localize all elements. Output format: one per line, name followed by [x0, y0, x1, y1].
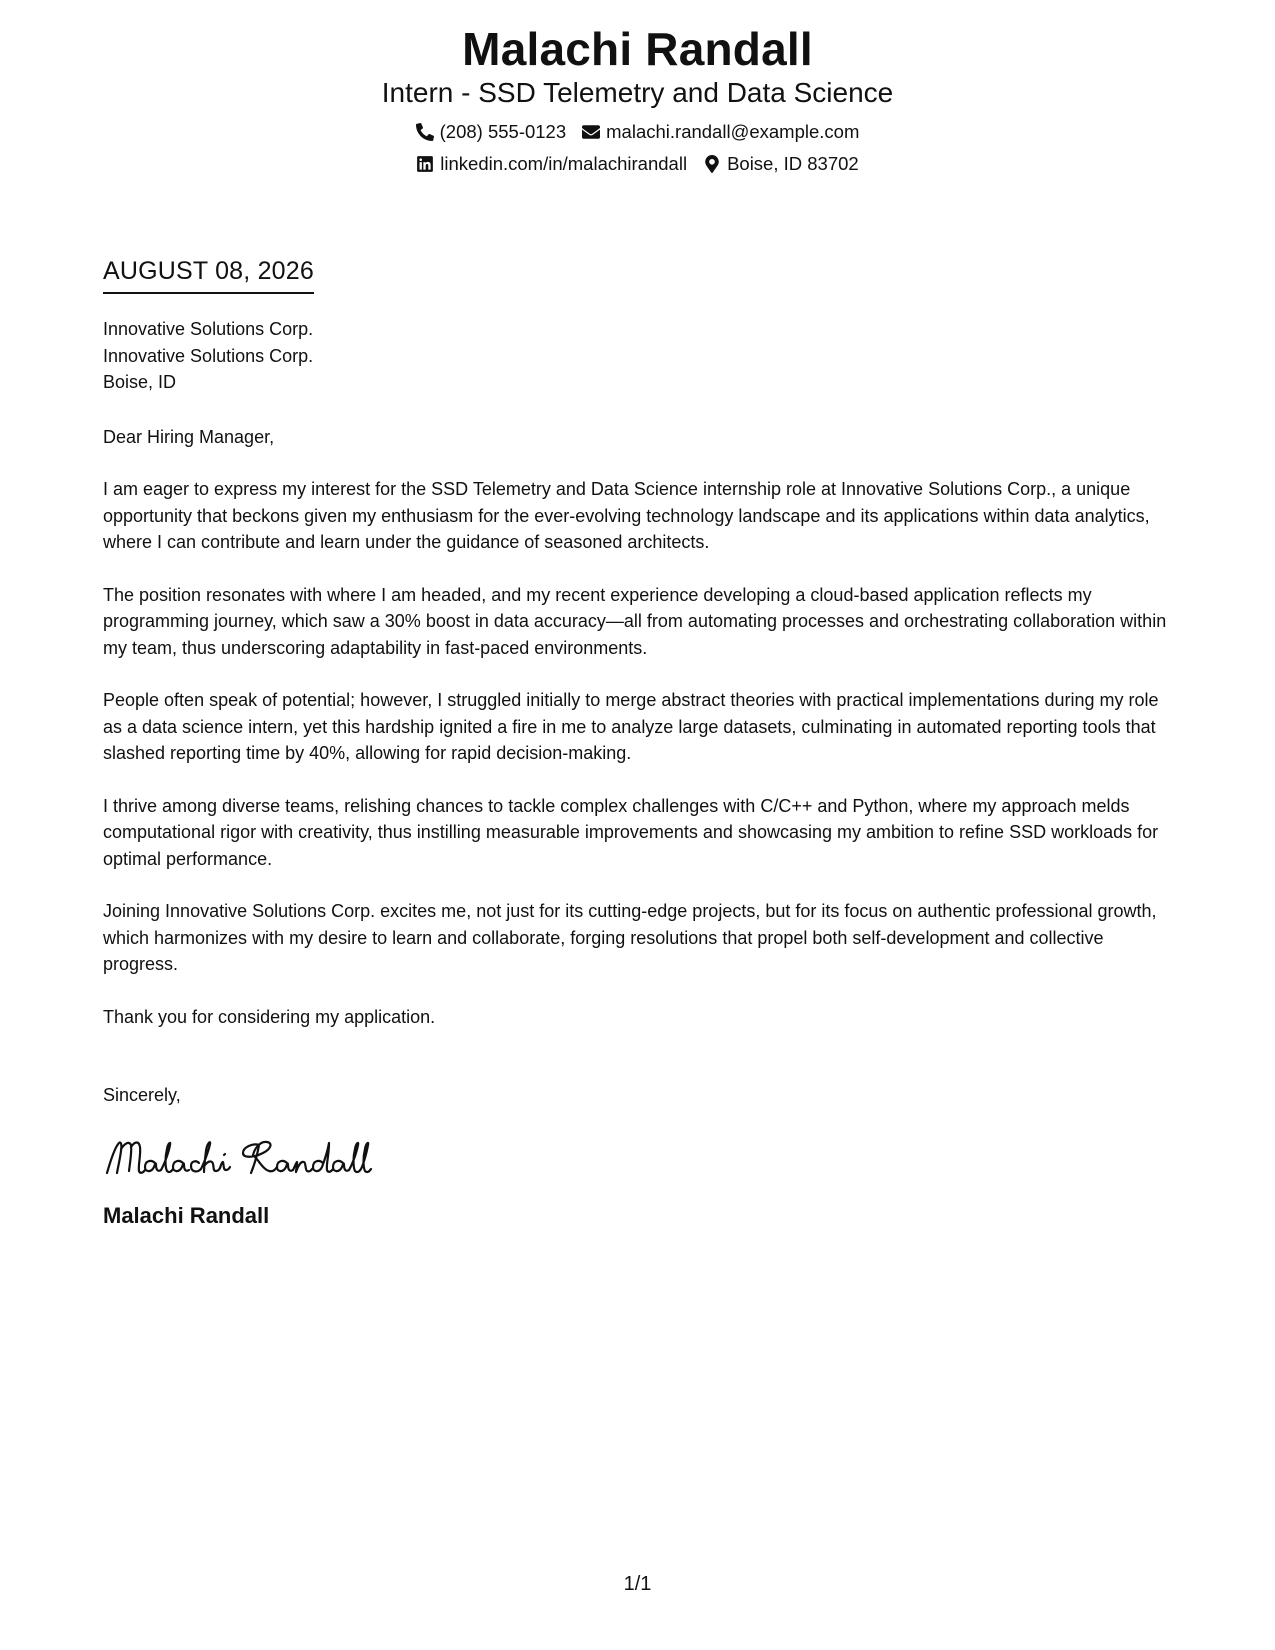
contact-line-2	[0, 148, 1275, 180]
body-paragraph: The position resonates with where I am headed, and my recent experience developing a cloud-based application reflects my programming journey, which saw a 30% boost in data accuracy—all from automating processes and orchestrating collaboration within my team, thus underscoring adaptability in fast-paced environments.	[103, 584, 1167, 658]
location-text: Boise, ID 83702	[727, 153, 859, 174]
signer-name: Malachi Randall	[103, 1202, 270, 1228]
contact-phone	[416, 116, 567, 148]
contact-linkedin	[416, 148, 687, 180]
map-pin-icon	[703, 155, 721, 173]
body-paragraph: People often speak of potential; however, I struggled initially to merge abstract theories with practical implementations during my role as a data science intern, yet this hardship ignited a fire in me to analyze large datasets, culminating in automated reporting tools that slashed reporting time by 40%, allowing for rapid decision-making.	[103, 690, 1159, 763]
email-text: malachi.randall@example.com	[606, 121, 860, 142]
contact-line-1	[0, 116, 1275, 148]
body-paragraph: I thrive among diverse teams, relishing chances to tackle complex challenges with C/C++ and Python, where my approach melds computational rigor with creativity, thus instilling measurable improvements and showcasing my ambition to refine SSD workloads for optimal performance.	[103, 795, 1159, 869]
applicant-name: Malachi Randall	[462, 23, 813, 75]
applicant-role: Intern - SSD Telemetry and Data Science	[381, 77, 894, 108]
envelope-icon	[582, 123, 600, 141]
body-paragraph: I am eager to express my interest for the SSD Telemetry and Data Science internship role at Innovative Solutions Corp., a unique opportunity that beckons given my enthusiasm for the ever-evolving technology landscape and its applications within data analytics, where I can contribute and learn under the guidance of seasoned architects.	[103, 479, 1150, 552]
letter-header	[0, 22, 1275, 180]
recipient-line: Innovative Solutions Corp.	[103, 319, 314, 339]
recipient-line: Innovative Solutions Corp.	[103, 345, 314, 366]
recipient-block	[103, 316, 1173, 396]
handwritten-signature	[103, 1133, 1173, 1189]
letter-body	[103, 316, 1173, 1231]
recipient-line: Boise, ID	[103, 372, 177, 392]
salutation: Dear Hiring Manager,	[103, 426, 275, 447]
phone-text: (208) 555-0123	[439, 121, 567, 142]
signoff: Sincerely,	[103, 1085, 181, 1105]
closing-line: Thank you for considering my application.	[103, 1006, 436, 1027]
linkedin-text: linkedin.com/in/malachirandall	[440, 153, 688, 174]
letter-date: AUGUST 08, 2026	[103, 256, 314, 294]
contact-location	[703, 148, 859, 180]
phone-icon	[416, 123, 434, 141]
page-number: 1/1	[623, 1573, 652, 1595]
body-paragraph: Joining Innovative Solutions Corp. excites me, not just for its cutting-edge projects, but for its focus on authentic professional growth, which harmonizes with my desire to learn and collaborate, forging resolutions that propel both self-development and collective progress.	[103, 901, 1157, 974]
contact-email	[582, 116, 859, 148]
linkedin-icon	[416, 155, 434, 173]
